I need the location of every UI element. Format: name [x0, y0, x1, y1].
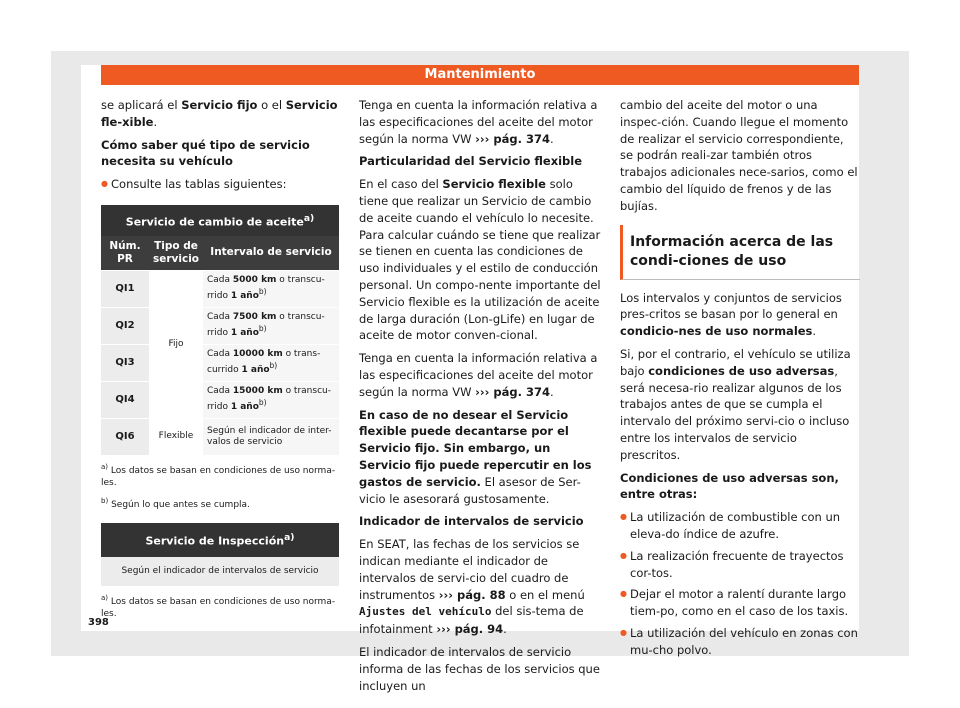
table-row: QI6 Flexible Según el indicador de inter-valos de servicio: [101, 418, 339, 455]
paragraph: Los intervalos y conjuntos de servicios pres-critos se basan por lo general en condicio-nes de uso normales.: [620, 290, 842, 339]
list-item: ● La utilización del vehículo en zonas con mu-cho polvo.: [620, 625, 860, 659]
footnote-b: $^{b)}$ Según lo que antes se cumpla.: [101, 496, 250, 510]
list-item: ● La realización frecuente de trayectos cor-tos.: [620, 548, 860, 582]
paragraph: Si, por el contrario, el vehículo se utiliza bajo condiciones de uso adversas, será necesa-rio realizar algunos de los trabajos antes de que se cumpla el intervalo del próximo servi-cio o incluso entre los intervalos de servicio prescritos.: [620, 346, 851, 462]
footnote-a: $^{a)}$ Los datos se basan en condiciones de uso norma-les.: [101, 462, 336, 488]
table-caption: Servicio de cambio de aceite$^{a)}$: [101, 205, 339, 236]
col-header-interval: Intervalo de servicio: [203, 236, 339, 271]
paragraph: Tenga en cuenta la información relativa a las especificaciones del aceite del motor según la norma VW ››› pág. 374.: [359, 98, 598, 146]
table-row: QI3 Cada 10000 km o trans-currido 1 año$^{b)}$: [101, 344, 339, 381]
inspection-service-table: [101, 523, 339, 586]
page-number: 398: [88, 617, 109, 628]
table-row: Según el indicador de intervalos de servicio: [101, 557, 339, 586]
intro-paragraph: se aplicará el Servicio fijo o el Servicio fle-xible.: [101, 98, 338, 129]
page-header: Mantenimiento: [101, 65, 859, 85]
paragraph: cambio del aceite del motor o una inspec-ción. Cuando llegue el momento de realizar el servicio correspondiente, se podrán reali-zar también otros trabajos adicionales nece-sarios, como el cambio del líquido de frenos y de las bujías.: [620, 98, 858, 213]
column-3: [620, 97, 860, 664]
fixed-type-cell: Fijo: [149, 270, 203, 418]
list-item: ● La utilización de combustible con un eleva-do índice de azufre.: [620, 509, 860, 543]
bullet-item: ● Consulte las tablas siguientes:: [101, 176, 339, 193]
section-title-indicator: Indicador de intervalos de servicio: [359, 514, 584, 529]
column-2: [359, 97, 601, 700]
section-heading-box: Información acerca de las condi-ciones de uso: [620, 225, 860, 280]
paragraph: En SEAT, las fechas de los servicios se indican mediante el indicador de intervalos de servi-cio del cuadro de instrumentos ››› pág. 88 o en el menú Ajustes del vehículo del sis-tema de infotainment ››› pág. 94.: [359, 537, 585, 637]
column-1: [101, 97, 339, 620]
paragraph: En caso de no desear el Servicio flexible puede decantarse por el Servicio fijo. Sin embargo, un Servicio fijo puede repercutir en los gastos de servicio. El asesor de Ser-vicio le asesorará gustosamente.: [359, 407, 592, 506]
paragraph: En el caso del Servicio flexible solo tiene que realizar un Servicio de cambio de aceite cuando el vehículo lo necesite. Para calcular cuándo se tiene que realizar se tienen en cuenta las condiciones de uso individuales y el estilo de conducción personal. Un compo-nente importante del Servicio flexible es la utilización de aceite de larga duración (Lon-gLife) en lugar de aceite de motor conven-cional.: [359, 177, 601, 343]
col-header-pr: Núm. PR: [101, 236, 149, 271]
table-row: QI4 Cada 15000 km o transcu-rrido 1 año$^{b)}$: [101, 381, 339, 418]
col-header-type: Tipo de servicio: [149, 236, 203, 271]
table-caption: Servicio de Inspección$^{a)}$: [101, 523, 339, 557]
table-row: QI1 Fijo Cada 5000 km o transcu-rrido 1 año$^{b)}$: [101, 270, 339, 307]
section-title-how: Cómo saber qué tipo de servicio necesita su vehículo: [101, 137, 310, 169]
section-title-conditions: Condiciones de uso adversas son, entre otras:: [620, 470, 839, 502]
paragraph: El indicador de intervalos de servicio informa de las fechas de los servicios que incluyen un: [359, 644, 600, 693]
table-row: QI2 Cada 7500 km o transcu-rrido 1 año$^{b)}$: [101, 307, 339, 344]
footnote-a-2: $^{a)}$ Los datos se basan en condiciones de uso norma-les.: [101, 593, 336, 619]
section-title-flex: Particularidad del Servicio flexible: [359, 154, 583, 169]
list-item: ● Dejar el motor a ralentí durante largo tiem-po, como en el caso de los taxis.: [620, 586, 860, 620]
paragraph: Tenga en cuenta la información relativa a las especificaciones del aceite del motor según la norma VW ››› pág. 374.: [359, 351, 598, 399]
oil-service-table: [101, 205, 339, 455]
